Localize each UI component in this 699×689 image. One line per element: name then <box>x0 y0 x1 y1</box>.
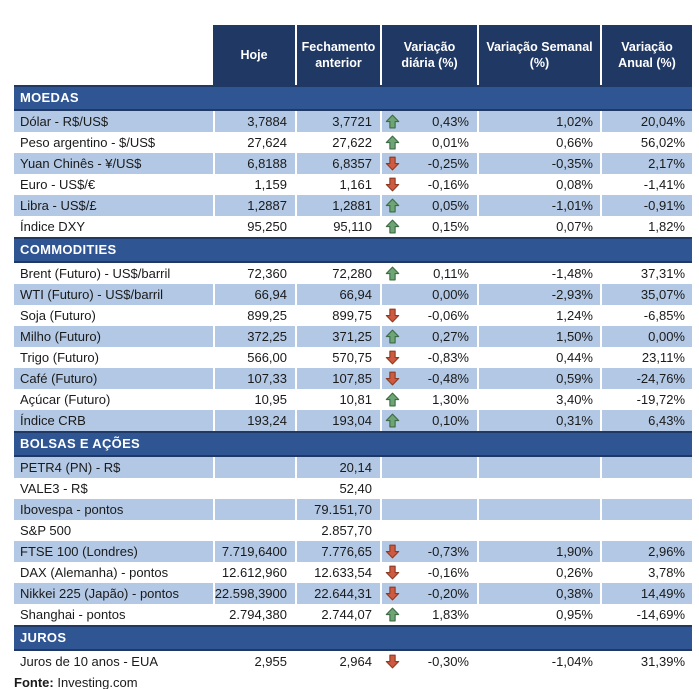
table-section <box>14 237 692 431</box>
daily-variation-value: -0,73% <box>427 544 469 559</box>
table-row <box>14 326 692 347</box>
column-header-fechamento: Fechamento anterior <box>295 25 380 85</box>
section-title: MOEDAS <box>20 90 79 105</box>
weekly-variation-value: 0,26% <box>477 562 600 583</box>
trend-icon <box>385 502 401 517</box>
instrument-label: Trigo (Futuro) <box>20 350 99 365</box>
trend-down-icon <box>385 350 401 365</box>
weekly-variation-value: 0,38% <box>477 583 600 604</box>
previous-close-value: 20,14 <box>295 457 380 478</box>
previous-close-value: 52,40 <box>295 478 380 499</box>
previous-close-value: 72,280 <box>295 263 380 284</box>
weekly-variation-value: 0,95% <box>477 604 600 625</box>
weekly-variation-value: 0,44% <box>477 347 600 368</box>
table-row <box>14 499 692 520</box>
today-value: 566,00 <box>213 347 295 368</box>
daily-variation-cell <box>380 457 477 478</box>
column-header-hoje: Hoje <box>213 25 295 85</box>
daily-variation-cell <box>380 326 477 347</box>
table-row <box>14 368 692 389</box>
table-row <box>14 520 692 541</box>
annual-variation-value <box>600 457 692 478</box>
annual-variation-value <box>600 499 692 520</box>
table-row <box>14 263 692 284</box>
table-row <box>14 132 692 153</box>
daily-variation-value: 0,43% <box>432 114 469 129</box>
annual-variation-value: 0,00% <box>600 326 692 347</box>
weekly-variation-value: 1,24% <box>477 305 600 326</box>
annual-variation-value: 56,02% <box>600 132 692 153</box>
previous-close-value: 1,161 <box>295 174 380 195</box>
weekly-variation-value: 0,66% <box>477 132 600 153</box>
column-header-variacao-semanal: Variação Semanal (%) <box>477 25 600 85</box>
weekly-variation-value: 1,90% <box>477 541 600 562</box>
trend-down-icon <box>385 308 401 323</box>
table-row <box>14 195 692 216</box>
instrument-label: Açúcar (Futuro) <box>20 392 111 407</box>
daily-variation-cell <box>380 174 477 195</box>
daily-variation-value: -0,06% <box>427 308 469 323</box>
annual-variation-value <box>600 520 692 541</box>
today-value: 193,24 <box>213 410 295 431</box>
daily-variation-value: 1,83% <box>432 607 469 622</box>
trend-down-icon <box>385 544 401 559</box>
weekly-variation-value: 1,50% <box>477 326 600 347</box>
today-value <box>213 499 295 520</box>
instrument-label: Yuan Chinês - ¥/US$ <box>20 156 142 171</box>
annual-variation-value: -14,69% <box>600 604 692 625</box>
trend-icon <box>385 481 401 496</box>
today-value: 66,94 <box>213 284 295 305</box>
daily-variation-value: -0,16% <box>427 177 469 192</box>
daily-variation-cell <box>380 389 477 410</box>
table-row <box>14 216 692 237</box>
section-header <box>14 625 692 651</box>
previous-close-value: 371,25 <box>295 326 380 347</box>
annual-variation-value: 35,07% <box>600 284 692 305</box>
section-rows <box>14 111 692 237</box>
daily-variation-cell <box>380 520 477 541</box>
weekly-variation-value: -1,01% <box>477 195 600 216</box>
daily-variation-value: -0,30% <box>427 654 469 669</box>
today-value: 6,8188 <box>213 153 295 174</box>
trend-up-icon <box>385 114 401 129</box>
table-row <box>14 111 692 132</box>
instrument-label: Índice DXY <box>20 219 86 234</box>
daily-variation-cell <box>380 410 477 431</box>
previous-close-value: 6,8357 <box>295 153 380 174</box>
instrument-label: Euro - US$/€ <box>20 177 96 192</box>
trend-icon <box>385 523 401 538</box>
instrument-label: PETR4 (PN) - R$ <box>20 460 121 475</box>
trend-up-icon <box>385 266 401 281</box>
section-title: COMMODITIES <box>20 242 117 257</box>
today-value: 899,25 <box>213 305 295 326</box>
annual-variation-value: 37,31% <box>600 263 692 284</box>
today-value: 22.598,3900 <box>213 583 295 604</box>
instrument-label: Libra - US$/£ <box>20 198 97 213</box>
instrument-label: DAX (Alemanha) - pontos <box>20 565 169 580</box>
source-text: Investing.com <box>57 675 138 689</box>
table-row <box>14 457 692 478</box>
daily-variation-cell <box>380 132 477 153</box>
daily-variation-cell <box>380 562 477 583</box>
annual-variation-value: 6,43% <box>600 410 692 431</box>
trend-up-icon <box>385 219 401 234</box>
weekly-variation-value: -0,35% <box>477 153 600 174</box>
table-row <box>14 478 692 499</box>
today-value: 7.719,6400 <box>213 541 295 562</box>
trend-up-icon <box>385 392 401 407</box>
instrument-label: S&P 500 <box>20 523 72 538</box>
annual-variation-value: 14,49% <box>600 583 692 604</box>
previous-close-value: 12.633,54 <box>295 562 380 583</box>
today-value: 27,624 <box>213 132 295 153</box>
instrument-label: Brent (Futuro) - US$/barril <box>20 266 171 281</box>
trend-down-icon <box>385 586 401 601</box>
today-value: 72,360 <box>213 263 295 284</box>
previous-close-value: 27,622 <box>295 132 380 153</box>
instrument-label: WTI (Futuro) - US$/barril <box>20 287 164 302</box>
annual-variation-value: 1,82% <box>600 216 692 237</box>
trend-up-icon <box>385 413 401 428</box>
daily-variation-cell <box>380 499 477 520</box>
weekly-variation-value: 0,07% <box>477 216 600 237</box>
daily-variation-cell <box>380 305 477 326</box>
instrument-label: Peso argentino - $/US$ <box>20 135 156 150</box>
weekly-variation-value: 3,40% <box>477 389 600 410</box>
table-row <box>14 541 692 562</box>
weekly-variation-value: 0,08% <box>477 174 600 195</box>
trend-down-icon <box>385 654 401 669</box>
weekly-variation-value: -2,93% <box>477 284 600 305</box>
today-value: 1,159 <box>213 174 295 195</box>
daily-variation-value: -0,48% <box>427 371 469 386</box>
previous-close-value: 1,2881 <box>295 195 380 216</box>
previous-close-value: 66,94 <box>295 284 380 305</box>
daily-variation-cell <box>380 195 477 216</box>
daily-variation-cell <box>380 216 477 237</box>
annual-variation-value: -24,76% <box>600 368 692 389</box>
previous-close-value: 2.857,70 <box>295 520 380 541</box>
daily-variation-value: 1,30% <box>432 392 469 407</box>
weekly-variation-value: -1,04% <box>477 651 600 672</box>
section-title: JUROS <box>20 630 67 645</box>
table-row <box>14 562 692 583</box>
table-row <box>14 583 692 604</box>
daily-variation-value: -0,16% <box>427 565 469 580</box>
trend-down-icon <box>385 156 401 171</box>
today-value <box>213 520 295 541</box>
source-label: Fonte: <box>14 675 54 689</box>
annual-variation-value: 31,39% <box>600 651 692 672</box>
daily-variation-cell <box>380 651 477 672</box>
today-value: 107,33 <box>213 368 295 389</box>
annual-variation-value: -1,41% <box>600 174 692 195</box>
table-header <box>14 25 692 85</box>
daily-variation-cell <box>380 478 477 499</box>
annual-variation-value: 20,04% <box>600 111 692 132</box>
annual-variation-value: -19,72% <box>600 389 692 410</box>
market-table <box>14 25 692 689</box>
section-header <box>14 85 692 111</box>
weekly-variation-value <box>477 520 600 541</box>
annual-variation-value: 2,96% <box>600 541 692 562</box>
today-value: 372,25 <box>213 326 295 347</box>
column-header-variacao-diaria: Variação diária (%) <box>380 25 477 85</box>
today-value: 2,955 <box>213 651 295 672</box>
daily-variation-cell <box>380 284 477 305</box>
table-section <box>14 85 692 237</box>
daily-variation-cell <box>380 111 477 132</box>
daily-variation-cell <box>380 368 477 389</box>
table-row <box>14 153 692 174</box>
today-value: 12.612,960 <box>213 562 295 583</box>
header-corner <box>14 25 213 85</box>
weekly-variation-value: 1,02% <box>477 111 600 132</box>
table-row <box>14 604 692 625</box>
previous-close-value: 79.151,70 <box>295 499 380 520</box>
previous-close-value: 193,04 <box>295 410 380 431</box>
weekly-variation-value: 0,59% <box>477 368 600 389</box>
daily-variation-cell <box>380 583 477 604</box>
weekly-variation-value <box>477 499 600 520</box>
daily-variation-value: 0,05% <box>432 198 469 213</box>
annual-variation-value: -0,91% <box>600 195 692 216</box>
today-value: 1,2887 <box>213 195 295 216</box>
instrument-label: Nikkei 225 (Japão) - pontos <box>20 586 179 601</box>
table-row <box>14 347 692 368</box>
trend-up-icon <box>385 135 401 150</box>
previous-close-value: 2,964 <box>295 651 380 672</box>
instrument-label: Shanghai - pontos <box>20 607 126 622</box>
trend-down-icon <box>385 371 401 386</box>
today-value: 10,95 <box>213 389 295 410</box>
previous-close-value: 107,85 <box>295 368 380 389</box>
instrument-label: Milho (Futuro) <box>20 329 101 344</box>
daily-variation-value: -0,83% <box>427 350 469 365</box>
previous-close-value: 22.644,31 <box>295 583 380 604</box>
daily-variation-cell <box>380 347 477 368</box>
today-value: 2.794,380 <box>213 604 295 625</box>
trend-icon <box>385 460 401 475</box>
weekly-variation-value: -1,48% <box>477 263 600 284</box>
today-value <box>213 478 295 499</box>
instrument-label: FTSE 100 (Londres) <box>20 544 138 559</box>
table-row <box>14 174 692 195</box>
daily-variation-value: 0,01% <box>432 135 469 150</box>
section-rows <box>14 457 692 625</box>
trend-up-icon <box>385 198 401 213</box>
previous-close-value: 95,110 <box>295 216 380 237</box>
daily-variation-value: 0,10% <box>432 413 469 428</box>
trend-icon <box>385 287 401 302</box>
weekly-variation-value <box>477 457 600 478</box>
daily-variation-cell <box>380 541 477 562</box>
annual-variation-value <box>600 478 692 499</box>
daily-variation-value: 0,11% <box>433 266 469 281</box>
table-row <box>14 410 692 431</box>
today-value: 95,250 <box>213 216 295 237</box>
instrument-label: Café (Futuro) <box>20 371 98 386</box>
source-note <box>14 674 155 689</box>
daily-variation-value: 0,00% <box>432 287 469 302</box>
daily-variation-cell <box>380 153 477 174</box>
table-section <box>14 625 692 672</box>
annual-variation-value: 23,11% <box>600 347 692 368</box>
trend-up-icon <box>385 607 401 622</box>
instrument-label: Ibovespa - pontos <box>20 502 124 517</box>
section-rows <box>14 651 692 672</box>
section-header <box>14 237 692 263</box>
table-body <box>14 85 692 672</box>
daily-variation-value: -0,25% <box>427 156 469 171</box>
instrument-label: Dólar - R$/US$ <box>20 114 109 129</box>
previous-close-value: 10,81 <box>295 389 380 410</box>
daily-variation-cell <box>380 604 477 625</box>
annual-variation-value: -6,85% <box>600 305 692 326</box>
annual-variation-value: 2,17% <box>600 153 692 174</box>
table-row <box>14 284 692 305</box>
weekly-variation-value: 0,31% <box>477 410 600 431</box>
previous-close-value: 3,7721 <box>295 111 380 132</box>
section-title: BOLSAS E AÇÕES <box>20 436 141 451</box>
table-section <box>14 431 692 625</box>
today-value <box>213 457 295 478</box>
daily-variation-cell <box>380 263 477 284</box>
daily-variation-value: -0,20% <box>427 586 469 601</box>
weekly-variation-value <box>477 478 600 499</box>
previous-close-value: 570,75 <box>295 347 380 368</box>
table-row <box>14 305 692 326</box>
instrument-label: VALE3 - R$ <box>20 481 88 496</box>
instrument-label: Soja (Futuro) <box>20 308 96 323</box>
section-rows <box>14 263 692 431</box>
annual-variation-value: 3,78% <box>600 562 692 583</box>
previous-close-value: 7.776,65 <box>295 541 380 562</box>
daily-variation-value: 0,15% <box>432 219 469 234</box>
trend-down-icon <box>385 565 401 580</box>
instrument-label: Índice CRB <box>20 413 86 428</box>
table-row <box>14 389 692 410</box>
trend-up-icon <box>385 329 401 344</box>
column-header-variacao-anual: Variação Anual (%) <box>600 25 692 85</box>
table-row <box>14 651 692 672</box>
daily-variation-value: 0,27% <box>432 329 469 344</box>
trend-down-icon <box>385 177 401 192</box>
today-value: 3,7884 <box>213 111 295 132</box>
section-header <box>14 431 692 457</box>
previous-close-value: 2.744,07 <box>295 604 380 625</box>
instrument-label: Juros de 10 anos - EUA <box>20 654 159 669</box>
previous-close-value: 899,75 <box>295 305 380 326</box>
